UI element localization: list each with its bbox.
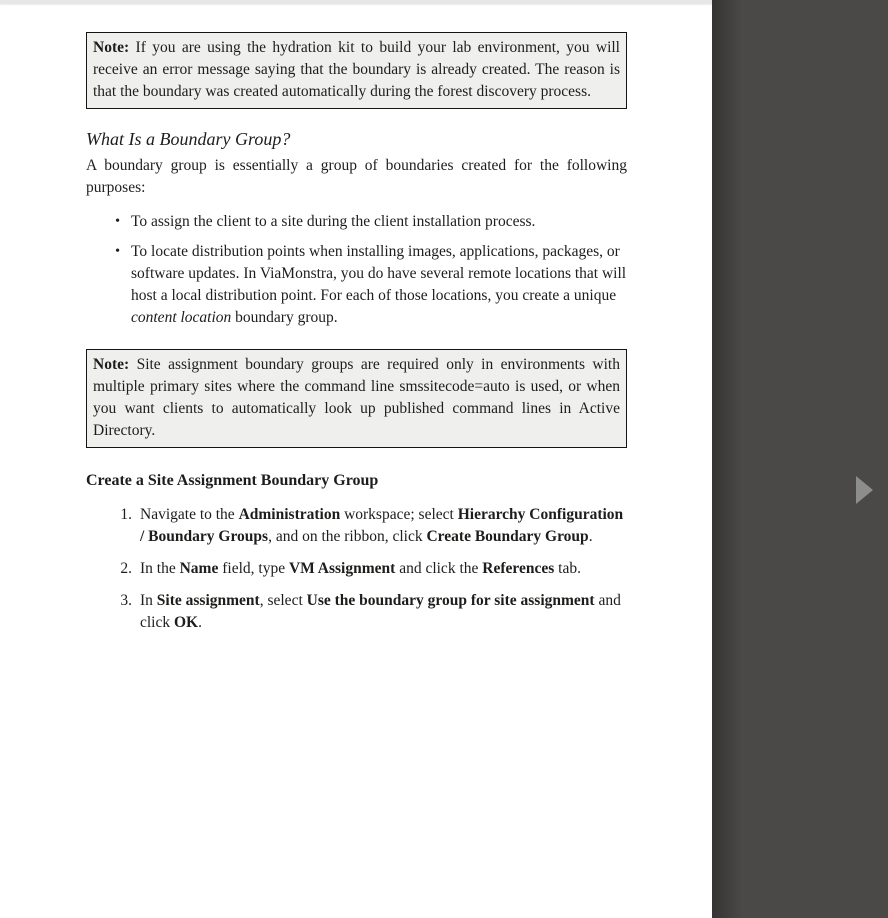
step-text: In Site assignment, select Use the boundary group for site assignment and click OK. [140,592,621,631]
note-box-site-assignment: Note: Site assignment boundary groups are required only in environments with multiple primary sites where the command line smssitecode=auto is used, or when you want clients to automatically look up published command lines in Active Directory. [86,349,627,448]
intro-paragraph: A boundary group is essentially a group of boundaries created for the following purposes: [86,157,627,196]
bullet-text: To locate distribution points when installing images, applications, packages, or software updates. In ViaMonstra, you do have several remote locations that will host a local distribution point. For each of those locations, you create a unique content location boundary group. [131,243,627,326]
step-number: 2. [120,560,132,577]
step-number: 3. [120,592,132,609]
step-text: Navigate to the Administration workspace; select Hierarchy Configuration / Boundary Groups, and on the ribbon, click Create Boundary Group. [140,506,624,545]
list-item [86,590,627,634]
subsection-heading: Create a Site Assignment Boundary Group [86,472,379,489]
page-content [86,0,627,644]
next-page-icon[interactable] [856,476,873,504]
list-item [86,211,627,233]
bullet-list [86,211,627,329]
step-number: 1. [120,506,132,523]
bullet-icon: • [115,244,120,259]
list-item [86,241,627,329]
bullet-text: To assign the client to a site during the client installation process. [131,213,536,230]
bullet-icon: • [115,214,120,229]
section-heading: What Is a Boundary Group? [86,129,291,149]
steps-list [86,504,627,634]
list-item [86,558,627,580]
step-text: In the Name field, type VM Assignment and click the References tab. [140,560,581,577]
note-box-hydration-kit: Note: If you are using the hydration kit to build your lab environment, you will receive an error message saying that the boundary is already created. The reason is that the boundary was created automatically during the forest discovery process. [86,32,627,109]
viewer-sidebar [712,0,888,918]
list-item [86,504,627,548]
